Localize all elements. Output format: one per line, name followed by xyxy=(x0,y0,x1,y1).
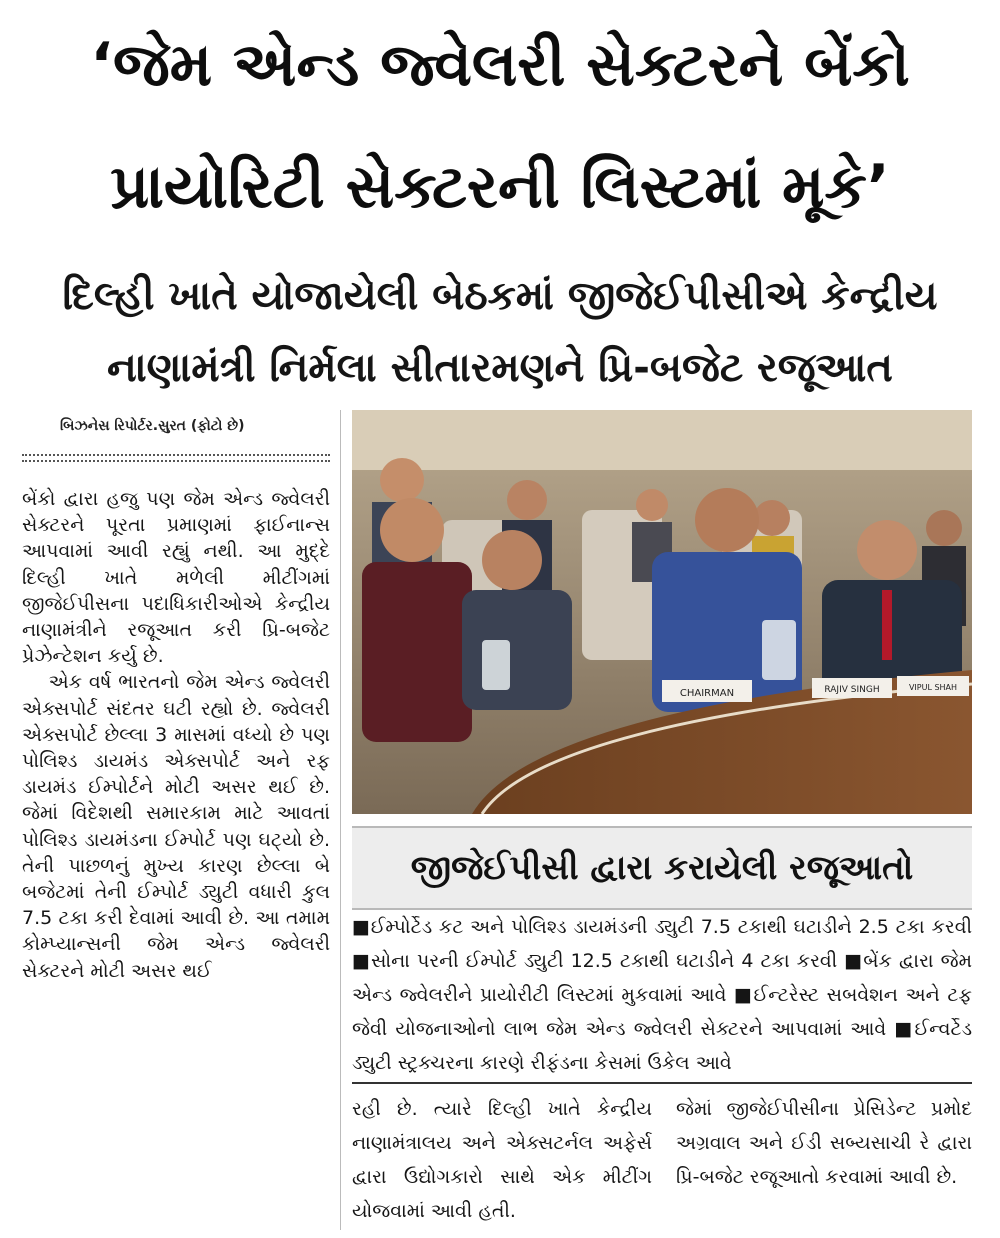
box-item-4: ઈન્ટરેસ્ટ સબવેશન અને ટફ જેવી યોજનાઓનો લાભ જેમ એન્ડ જ્વેલરી સેક્ટરને આપવામાં આવે xyxy=(352,984,972,1040)
box-body xyxy=(352,910,972,1080)
box-bottom-rule xyxy=(352,1082,972,1084)
box-bullet: ■ xyxy=(894,1018,915,1040)
byline-divider xyxy=(22,454,330,456)
box-bullet: ■ xyxy=(844,950,864,972)
meeting-photo xyxy=(352,410,972,814)
box-bullet: ■ xyxy=(352,950,371,972)
left-paragraph-2: એક વર્ષ ભારતનો જેમ એન્ડ જ્વેલરી એક્સપોર્ટ સંદતર ઘટી રહ્યો છે. જ્વેલરી એક્સપોર્ટ છેલ્લા 3 માસમાં વધ્યો છે પણ પોલિશ્ડ ડાયમંડ એક્સપોર્ટ અને રફ ડાયમંડ ઈમ્પોર્ટને મોટી અસર થઈ છે. જેમાં વિદેશથી સમારકામ માટે આવતાં પોલિશ્ડ ડાયમંડના ઈમ્પોર્ટ પણ ઘટ્યો છે. તેની પાછળનું મુખ્ય કારણ છેલ્લા બે બજેટમાં તેની ઈમ્પોર્ટ ડ્યુટી વધારી કુલ 7.5 ટકા કરી દેવામાં આવી છે. આ તમામ કોમ્પ્યાન્સની જેમ એન્ડ જ્વેલરી સેક્ટરને મોટી અસર થઈ xyxy=(22,671,330,982)
bottom-right-text: જેમાં જીજેઈપીસીના પ્રેસિડેન્ટ પ્રમોદ અગ્રવાલ અને ઈડી સબ્યસાચી રે દ્વારા પ્રિ-બજેટ રજૂઆતો કરવામાં આવી છે. xyxy=(676,1098,972,1188)
byline: બિઝનેસ રિપોર્ટર.સુરત (ફોટો છે) xyxy=(60,418,245,434)
subheadline-line-2: નાણામંત્રી નિર્મલા સીતારમણને પ્રિ-બજેટ રજૂઆત xyxy=(107,345,893,391)
box-bullet: ■ xyxy=(734,984,754,1006)
left-paragraph-1: બેંકો દ્વારા હજુ પણ જેમ એન્ડ જ્વેલરી સેક્ટરને પૂરતા પ્રમાણમાં ફાઈનાન્સ આપવામાં આવી રહ્યું નથી. આ મુદ્દે દિલ્હી ખાતે મળેલી મીટીંગમાં જીજેઈપીસના પદાધિકારીઓએ કેન્દ્રીય નાણામંત્રીને રજૂઆત કરી પ્રિ-બજેટ પ્રેઝેન્ટેશન કર્યુ છે. xyxy=(22,488,330,668)
subheadline-line-1: દિલ્હી ખાતે યોજાયેલી બેઠકમાં જીજેઈપીસીએ કેન્દ્રીય xyxy=(62,273,938,319)
box-heading: જીજેઈપીસી દ્વારા કરાયેલી રજૂઆતો xyxy=(352,826,972,910)
byline-divider-2 xyxy=(22,460,330,462)
headline-line-2: પ્રાયોરિટી સેક્ટરની લિસ્ટમાં મૂકે’ xyxy=(110,152,890,222)
column-divider xyxy=(340,410,341,1230)
meeting-photo-illustration xyxy=(352,410,972,814)
box-item-1: ઈમ્પોર્ટેડ કટ અને પોલિશ્ડ ડાયમંડની ડ્યુટી 7.5 ટકાથી ઘટાડીને 2.5 ટકા કરવી xyxy=(370,916,973,938)
nameplate-third: VIPUL SHAH xyxy=(908,683,958,692)
box-item-3: બેંક દ્વારા જેમ એન્ડ જ્વેલરીને પ્રાયોરીટી લિસ્ટમાં મુકવામાં આવે xyxy=(352,950,973,1006)
box-item-2: સોના પરની ઈમ્પોર્ટ ડ્યુટી 12.5 ટકાથી ઘટાડીને 4 ટકા કરવી xyxy=(370,950,838,972)
bottom-middle-text: રહી છે. ત્યારે દિલ્હી ખાતે કેન્દ્રીય નાણામંત્રાલય અને એક્સટર્નલ અફેર્સ દ્વારા ઉદ્યોગકારો સાથે એક મીટીંગ યોજવામાં આવી હતી. xyxy=(352,1098,652,1222)
nameplate-rajiv-singh: RAJIV SINGH xyxy=(824,685,880,695)
headline-line-1: ‘જેમ એન્ડ જ્વેલરી સેક્ટરને બેંકો xyxy=(90,30,910,100)
nameplate-chairman: CHAIRMAN xyxy=(679,688,735,699)
left-column xyxy=(22,486,330,984)
box-bullet: ■ xyxy=(352,916,371,938)
box-item-5: ઈન્વર્ટેડ ડ્યુટી સ્ટ્રક્ચરના કારણે રીફંડના કેસમાં ઉકેલ આવે xyxy=(352,1018,972,1074)
